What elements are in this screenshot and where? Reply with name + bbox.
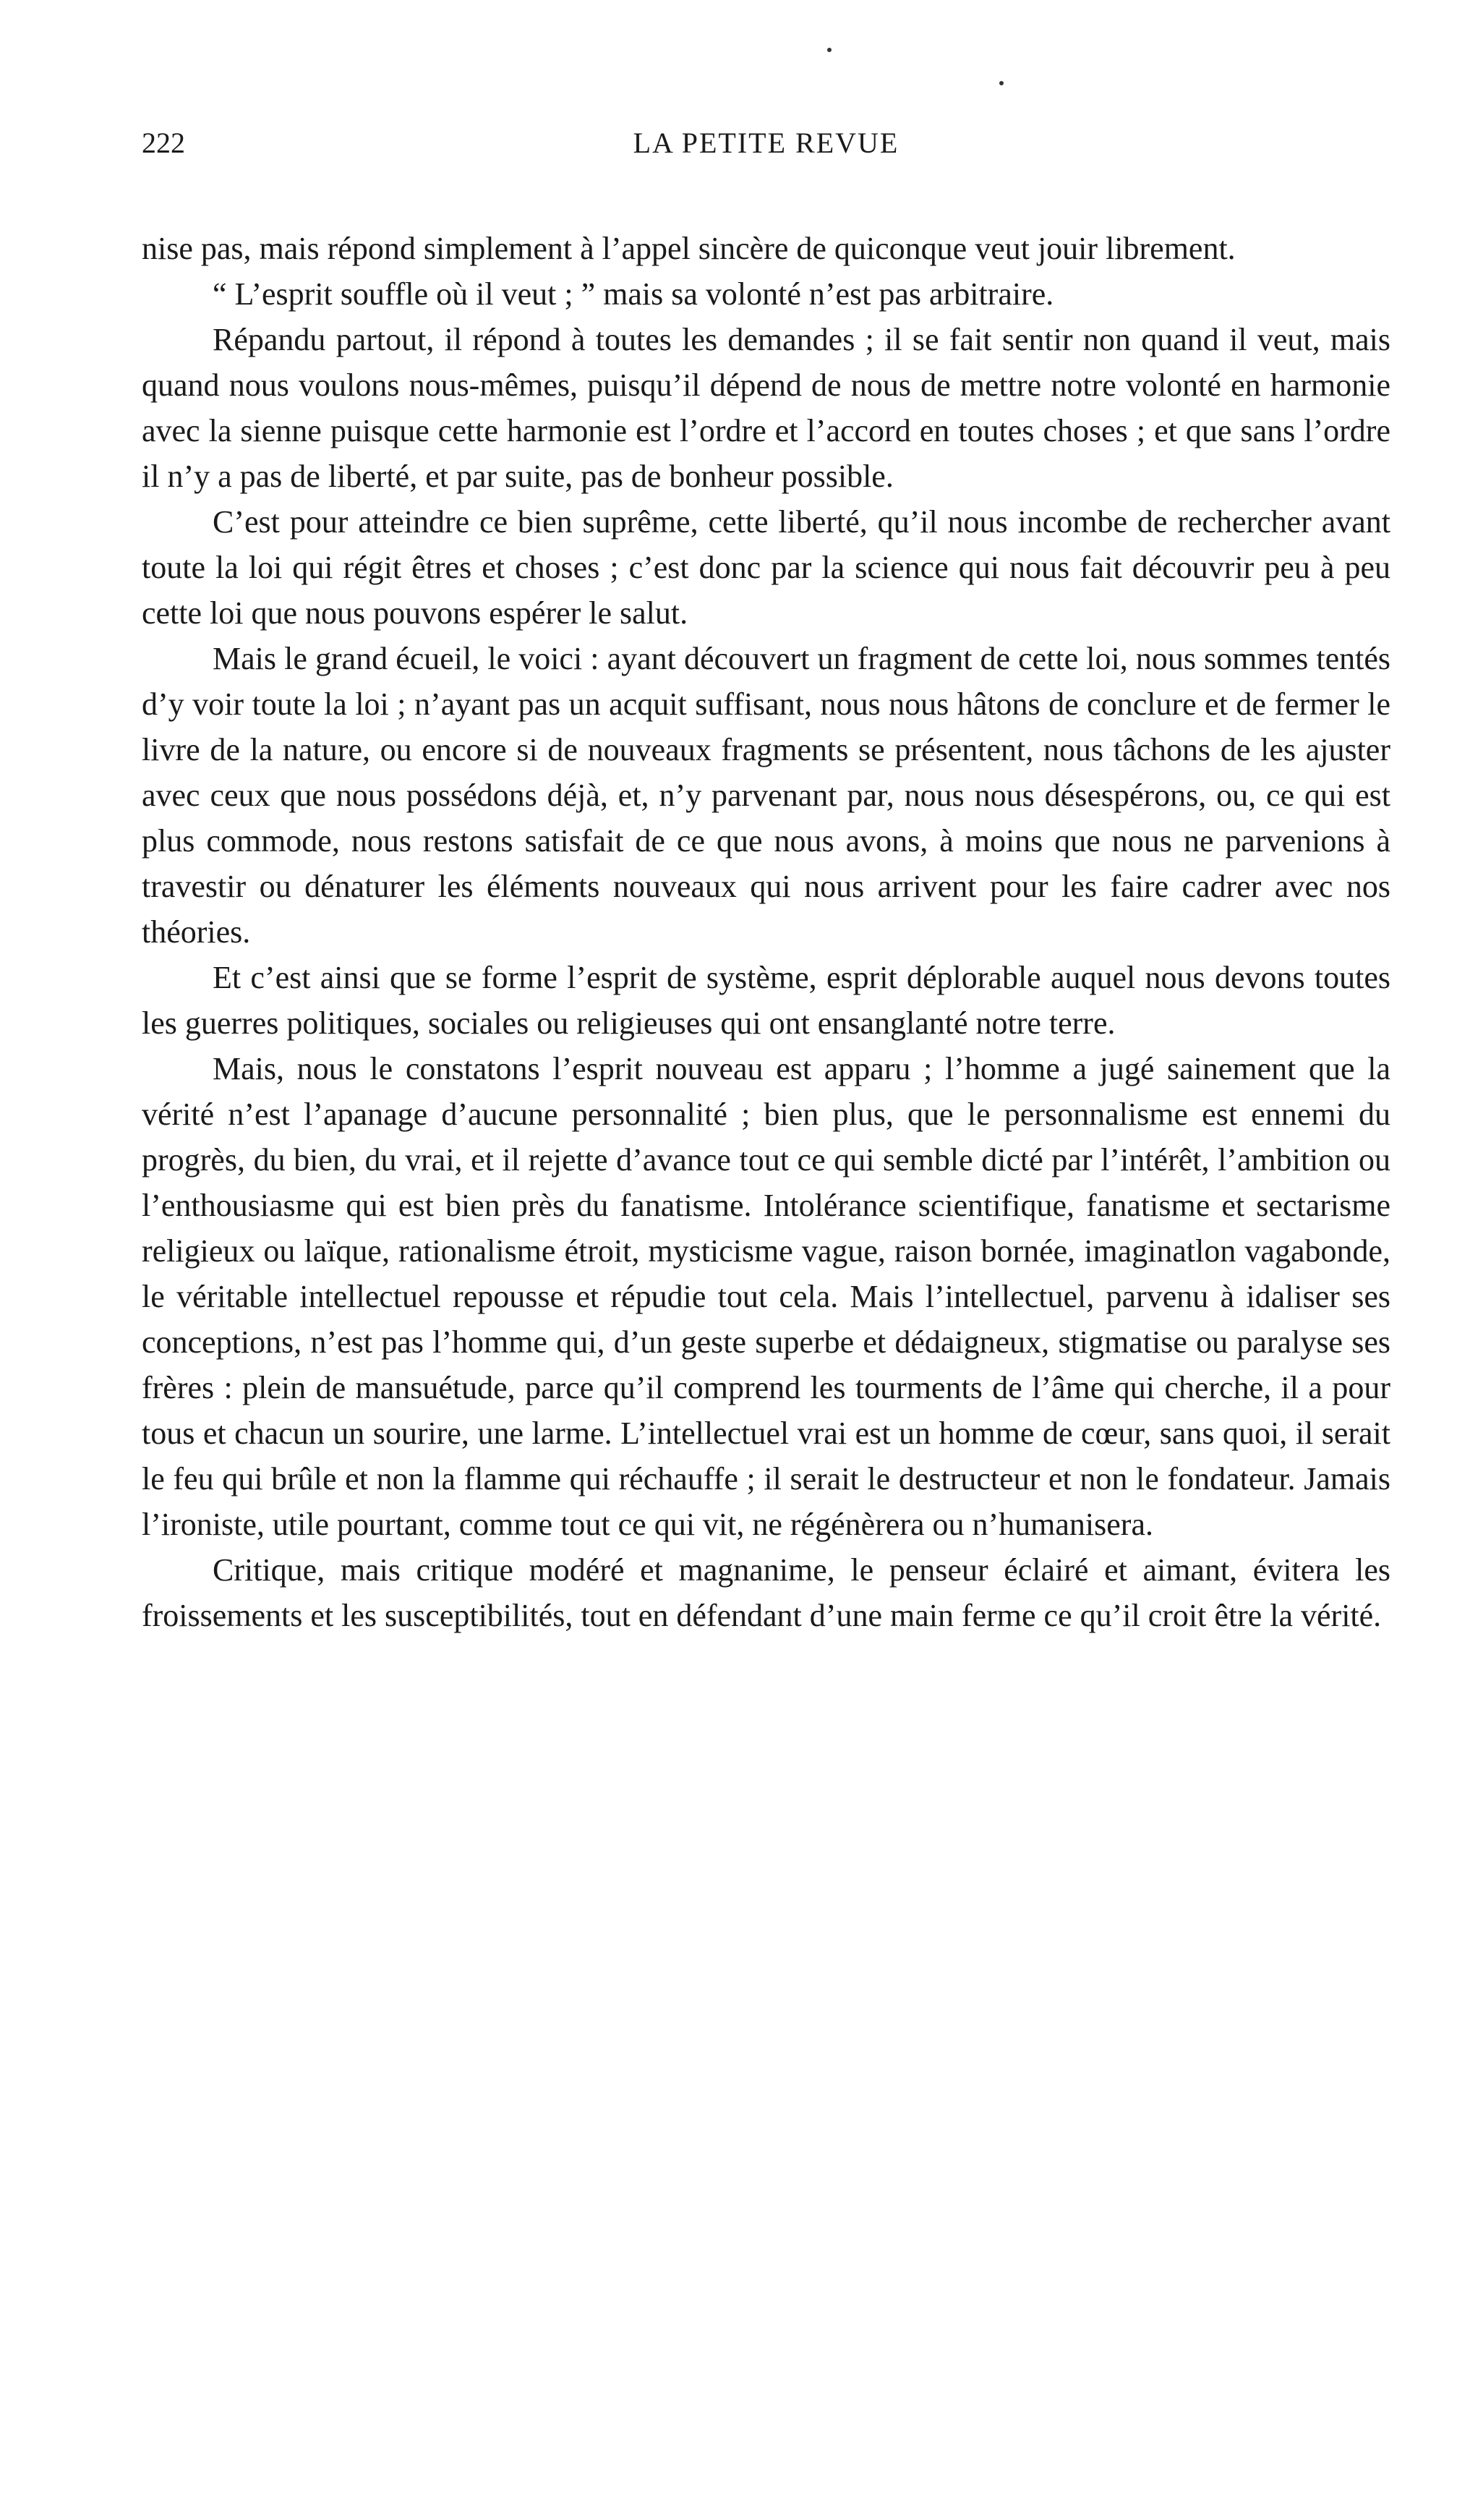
page-header [142,122,1390,165]
page-number: 222 [142,127,185,159]
print-speck [827,48,832,52]
paragraph: Mais, nous le constatons l’esprit nouveau est apparu ; l’homme a jugé sainement que la vérité n’est l’apanage d’aucune personnalité ; bien plus, que le personnalisme est ennemi du progrès, du bien, du vrai, et il rejette d’avance tout ce qui semble dicté par l’intérêt, l’ambition ou l’enthousiasme qui est bien près du fanatisme. Intolérance scientifique, fanatisme et sectarisme religieux ou laïque, rationalisme étroit, mysticisme vague, raison bornée, imaginatlon vagabonde, le véritable intellectuel repousse et répudie tout cela. Mais l’intellectuel, parvenu à idaliser ses conceptions, n’est pas l’homme qui, d’un geste superbe et dédaigneux, stigmatise ou paralyse ses frères : plein de mansuétude, parce qu’il comprend les tourments de l’âme qui cherche, il a pour tous et chacun un sourire, une larme. L’intellectuel vrai est un homme de cœur, sans quoi, il serait le feu qui brûle et non la flamme qui réchauffe ; il serait le destructeur et non le fondateur. Jamais l’ironiste, utile pourtant, comme tout ce qui vit, ne régénèrera ou n’humanisera. [142,1051,1390,1542]
print-speck [999,81,1004,85]
article-body [142,226,1390,1638]
paragraph: Répandu partout, il répond à toutes les demandes ; il se fait sentir non quand il veut, mais quand nous voulons nous-mêmes, puisqu’il dépend de nous de mettre notre volonté en harmonie avec la sienne puisque cette harmonie est l’ordre et l’accord en toutes choses ; et que sans l’ordre il n’y a pas de liberté, et par suite, pas de bonheur possible. [142,322,1390,494]
paragraph: Critique, mais critique modéré et magnanime, le penseur éclairé et aimant, évitera les froissements et les susceptibilités, tout en défendant d’une main ferme ce qu’il croit être la vérité. [142,1552,1390,1633]
paragraph: Mais le grand écueil, le voici : ayant découvert un fragment de cette loi, nous sommes tentés d’y voir toute la loi ; n’ayant pas un acquit suffisant, nous nous hâtons de conclure et de fermer le livre de la nature, ou encore si de nouveaux fragments se présentent, nous tâchons de les ajuster avec ceux que nous possédons déjà, et, n’y parvenant par, nous nous désespérons, ou, ce qui est plus commode, nous restons satisfait de ce que nous avons, à moins que nous ne parvenions à travestir ou dénaturer les éléments nouveaux qui nous arrivent pour les faire cadrer avec nos théories. [142,641,1390,950]
paragraph: Et c’est ainsi que se forme l’esprit de système, esprit déplorable auquel nous devons toutes les guerres politiques, sociales ou religieuses qui ont ensanglanté notre terre. [142,960,1390,1041]
paragraph: “ L’esprit souffle où il veut ; ” mais sa volonté n’est pas arbitraire. [213,276,1054,312]
running-title: LA PETITE REVUE [633,127,899,159]
paragraph: nise pas, mais répond simplement à l’appel sincère de quiconque veut jouir librement. [142,231,1236,266]
paragraph: C’est pour atteindre ce bien suprême, cette liberté, qu’il nous incombe de rechercher avant toute la loi qui régit êtres et choses ; c’est donc par la science qui nous fait découvrir peu à peu cette loi que nous pouvons espérer le salut. [142,504,1390,631]
